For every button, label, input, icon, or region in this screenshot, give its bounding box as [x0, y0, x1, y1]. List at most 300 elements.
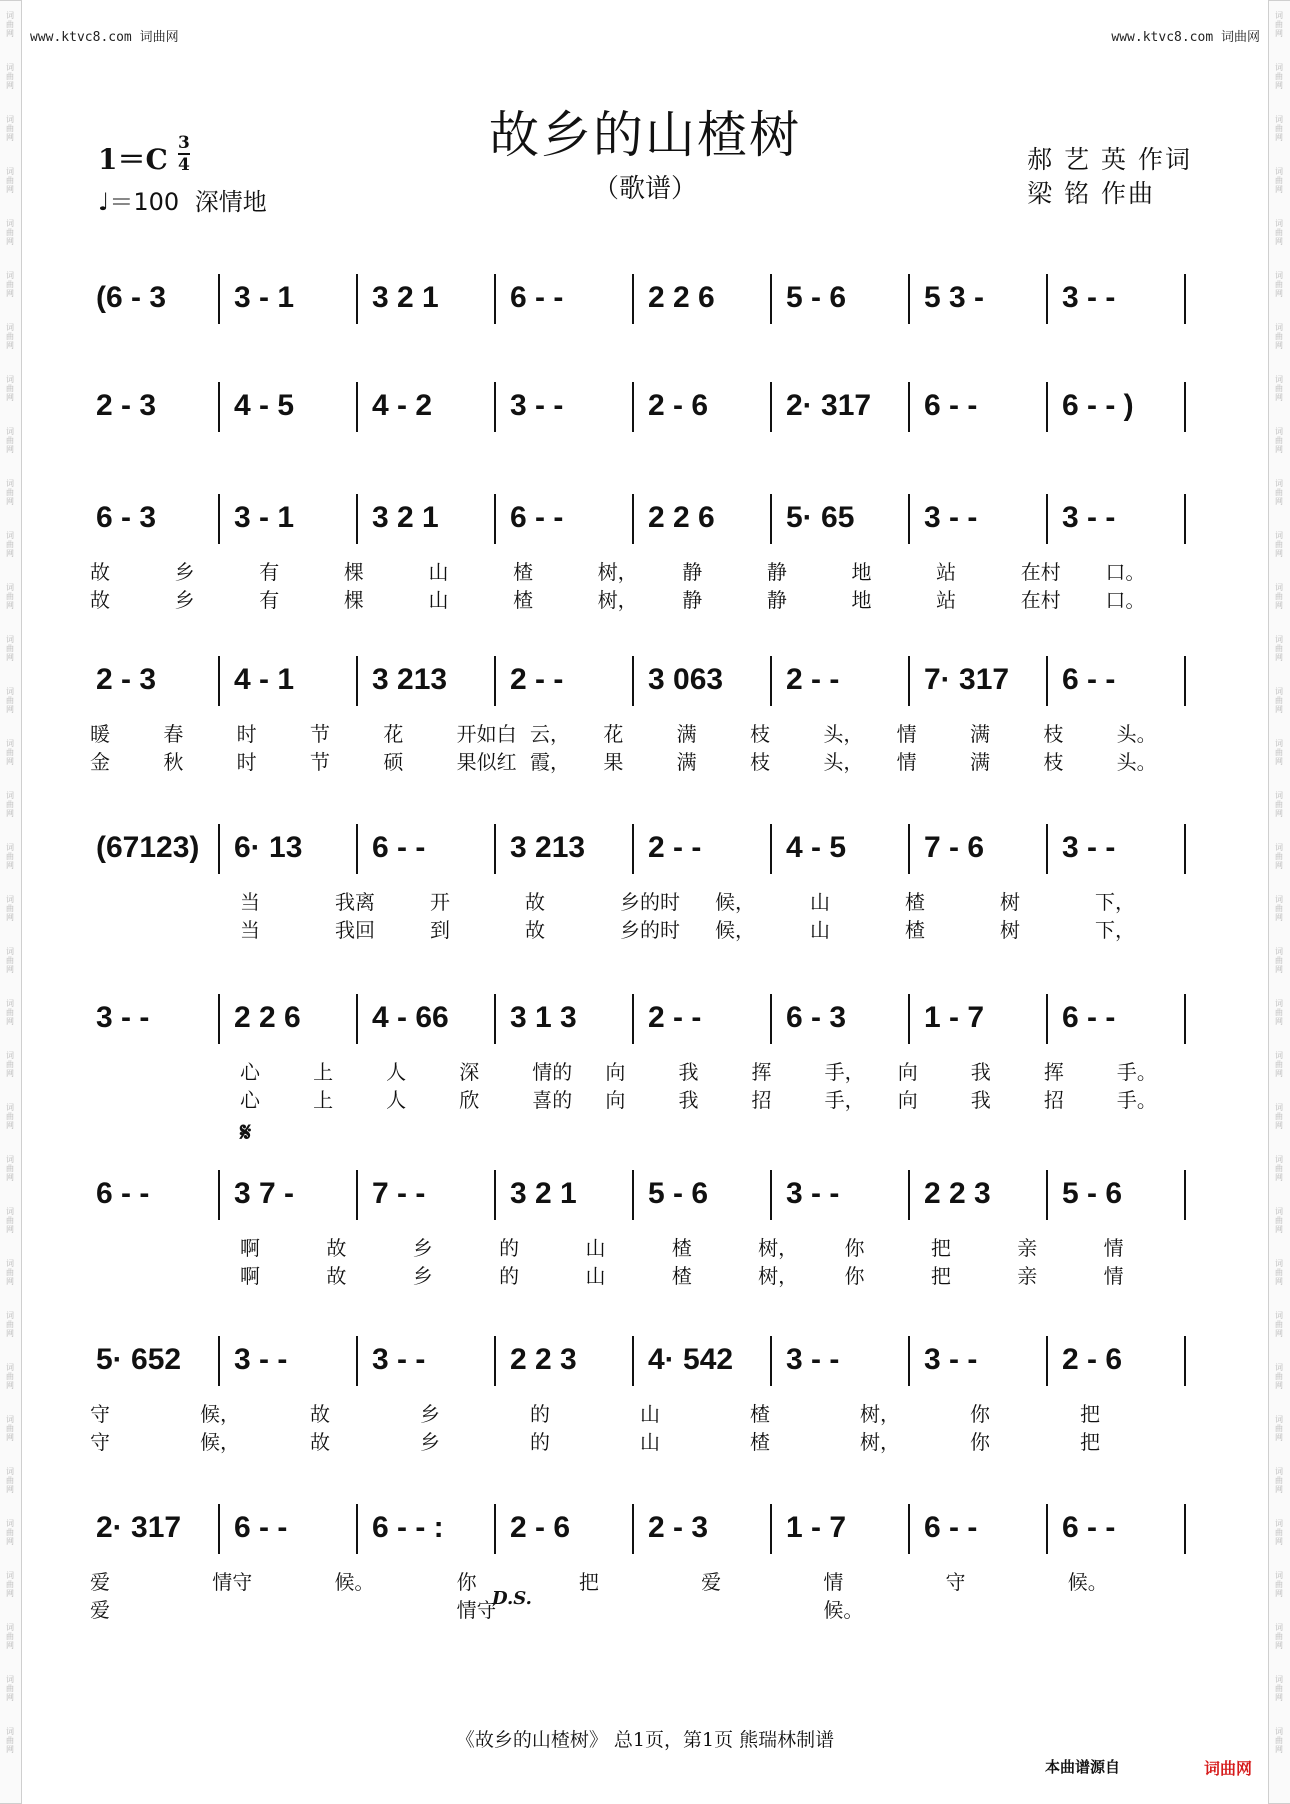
notes-line [90, 386, 1200, 426]
watermark-text: 词曲网 [6, 219, 14, 246]
lyric-word: 我 [678, 1060, 699, 1084]
lyric-word: 在村 [1020, 588, 1061, 612]
barline [632, 1170, 634, 1220]
barline [770, 1336, 772, 1386]
lyric-word: 头， [823, 722, 864, 746]
barline [1184, 1504, 1186, 1554]
measure: 2 2 3 [510, 1343, 577, 1376]
barline [1046, 382, 1048, 432]
measure: 2 2 6 [648, 281, 715, 314]
lyric-word: 头。 [1116, 722, 1157, 746]
watermark-text: 词曲网 [6, 947, 14, 974]
lyric-word: 棵 [343, 560, 364, 584]
watermark-text: 词曲网 [1275, 895, 1283, 922]
barline [1046, 994, 1048, 1044]
lyric-word: 楂 [905, 890, 925, 914]
watermark-text: 词曲网 [1275, 1103, 1283, 1130]
lyric-word: 把 [578, 1570, 599, 1594]
lyric-word: 楂 [905, 918, 925, 942]
watermark-text: 词曲网 [1275, 427, 1283, 454]
measure: 5· 65 [786, 501, 855, 534]
lyric-word: 故 [326, 1264, 347, 1288]
lyric-word: 到 [430, 918, 450, 942]
measure: 3 - 1 [234, 501, 295, 534]
barline [908, 1336, 910, 1386]
watermark-text: 词曲网 [1275, 739, 1283, 766]
barline [632, 656, 634, 706]
barline [1046, 656, 1048, 706]
lyric-word: 金 [90, 750, 110, 774]
lyric-word: 节 [310, 750, 330, 774]
watermark-text: 词曲网 [6, 1103, 14, 1130]
watermark-text: 词曲网 [1275, 1311, 1283, 1338]
measure: 3 2 1 [510, 1177, 577, 1210]
watermark-text: 词曲网 [6, 1051, 14, 1078]
watermark-text: 词曲网 [6, 1571, 14, 1598]
measure: 1 - 7 [786, 1511, 847, 1544]
barline [218, 494, 220, 544]
lyric-word: 山 [640, 1430, 660, 1454]
measure: 3 - - [510, 389, 564, 422]
barline [356, 382, 358, 432]
lyric-word: 故 [525, 918, 545, 942]
lyric-word: 树， [597, 588, 638, 612]
lyric-word: 你 [970, 1402, 990, 1426]
watermark-text: 词曲网 [6, 479, 14, 506]
barline [1184, 1336, 1186, 1386]
notes-line [90, 1174, 1200, 1214]
barline [218, 1170, 220, 1220]
watermark-text: 词曲网 [6, 1415, 14, 1442]
watermark-text: 词曲网 [6, 115, 14, 142]
barline [632, 994, 634, 1044]
lyric-word: 开如白 [456, 722, 517, 746]
measure: 2 - 3 [648, 1511, 709, 1544]
lyric-word: 你 [456, 1570, 477, 1594]
lyric-word: 把 [930, 1236, 951, 1260]
watermark-text: 词曲网 [1275, 479, 1283, 506]
lyric-word: 楂 [671, 1264, 692, 1288]
lyric-word: 的 [530, 1430, 550, 1454]
barline [770, 656, 772, 706]
watermark-text: 词曲网 [6, 1259, 14, 1286]
lyric-word: 当 [240, 890, 260, 914]
barline [770, 494, 772, 544]
lyric-word: 爱 [701, 1570, 722, 1594]
measure: 5· 652 [96, 1343, 182, 1376]
notes-line [90, 498, 1200, 538]
measure: 3 7 - [234, 1177, 295, 1210]
lyric-word: 有 [259, 588, 280, 612]
lyric-word: 节 [310, 722, 330, 746]
barline [356, 274, 358, 324]
measure: 3 1 3 [510, 1001, 577, 1034]
measure: 2 - 3 [96, 663, 157, 696]
lyric-word: 故 [310, 1430, 330, 1454]
measure: 2 - - [648, 1001, 702, 1034]
barline [632, 274, 634, 324]
watermark-text: 词曲网 [6, 323, 14, 350]
measure: 3 - - [786, 1343, 840, 1376]
measure: 6 - - [924, 389, 978, 422]
measure: 7 - - [372, 1177, 426, 1210]
watermark-text: 词曲网 [1275, 843, 1283, 870]
watermark-text: 词曲网 [6, 1363, 14, 1390]
lyric-word: 把 [930, 1264, 951, 1288]
measure: 2 2 6 [648, 501, 715, 534]
barline [494, 656, 496, 706]
lyric-word: 乡 [412, 1236, 433, 1260]
source-label: 本曲谱源自 [1044, 1758, 1120, 1776]
lyric-word: 挥 [751, 1060, 772, 1084]
watermark-text: 词曲网 [6, 687, 14, 714]
lyric-word: 啊 [240, 1236, 260, 1260]
barline [1046, 1336, 1048, 1386]
barline [494, 824, 496, 874]
notes-line [90, 660, 1200, 700]
measure: 3 - - [234, 1343, 288, 1376]
lyric-word: 故 [90, 588, 110, 612]
measure: 2 2 6 [234, 1001, 301, 1034]
lyric-word: 上 [313, 1088, 334, 1112]
watermark-text: 词曲网 [1275, 1467, 1283, 1494]
lyric-word: 向 [605, 1060, 626, 1084]
measure: 4· 542 [648, 1343, 734, 1376]
measure: 6 - - ) [1062, 389, 1134, 422]
lyric-word: 枝 [750, 750, 770, 774]
watermark-text: 词曲网 [1275, 1675, 1283, 1702]
lyric-word: 守 [90, 1402, 110, 1426]
lyric-word: 深 [459, 1060, 480, 1084]
lyric-word: 当 [240, 918, 260, 942]
measure: 5 - 6 [648, 1177, 709, 1210]
barline [218, 382, 220, 432]
measure: 3 063 [648, 663, 724, 696]
lyric-word: 心 [240, 1088, 260, 1112]
lyric-word: 头。 [1116, 750, 1157, 774]
ds-marking: D.S. [492, 1588, 532, 1609]
watermark-text: 词曲网 [6, 375, 14, 402]
barline [770, 274, 772, 324]
barline [356, 1504, 358, 1554]
lyric-word: 静 [682, 588, 703, 612]
barline [632, 382, 634, 432]
lyric-word: 静 [766, 588, 787, 612]
watermark-text: 词曲网 [6, 167, 14, 194]
watermark-text: 词曲网 [6, 1675, 14, 1702]
measure: 5 - 6 [1062, 1177, 1123, 1210]
watermark-text: 词曲网 [1275, 687, 1283, 714]
lyric-word: 乡 [420, 1402, 440, 1426]
lyric-word: 秋 [163, 750, 184, 774]
lyric-word: 的 [530, 1402, 550, 1426]
watermark-text: 词曲网 [1275, 1051, 1283, 1078]
measure: 3 - - [924, 501, 978, 534]
barline [356, 656, 358, 706]
lyric-word: 乡 [174, 588, 195, 612]
barline [494, 1170, 496, 1220]
measure: 6 - 3 [786, 1001, 847, 1034]
barline [1046, 1504, 1048, 1554]
watermark-text: 词曲网 [1275, 1363, 1283, 1390]
lyric-word: 手。 [1116, 1088, 1157, 1112]
barline [908, 994, 910, 1044]
lyric-word: 我 [678, 1088, 699, 1112]
barline [908, 656, 910, 706]
lyric-word: 静 [766, 560, 787, 584]
lyricist-credit: 郝 艺 英 作词 [1027, 145, 1192, 174]
measure: 6 - - [510, 281, 564, 314]
measure: 3 - - [372, 1343, 426, 1376]
lyric-word: 手， [824, 1088, 865, 1112]
barline [908, 382, 910, 432]
left-watermark-strip [0, 0, 22, 1804]
lyric-word: 向 [897, 1088, 918, 1112]
lyric-word: 楂 [750, 1430, 770, 1454]
measure: 3 - - [1062, 281, 1116, 314]
watermark-text: 词曲网 [1275, 1519, 1283, 1546]
measure: 1 - 7 [924, 1001, 985, 1034]
watermark-text: 词曲网 [1275, 11, 1283, 38]
tempo-value: ♩＝100 [98, 188, 180, 216]
lyric-word: 手， [824, 1060, 865, 1084]
notes-line [90, 1340, 1200, 1380]
watermark-text: 词曲网 [6, 1467, 14, 1494]
lyric-word: 的 [499, 1236, 520, 1260]
watermark-text: 词曲网 [1275, 1207, 1283, 1234]
composer-credit: 梁 铭 作曲 [1027, 179, 1156, 208]
site-url-left-text: www.ktvc8.com [30, 30, 132, 45]
notes-line [90, 1508, 1200, 1548]
watermark-text: 词曲网 [1275, 219, 1283, 246]
lyric-word: 故 [326, 1236, 347, 1260]
lyric-word: 满 [676, 722, 697, 746]
barline [632, 824, 634, 874]
barline [1184, 494, 1186, 544]
measure: 2 - 6 [510, 1511, 571, 1544]
barline [770, 382, 772, 432]
lyric-word: 站 [936, 560, 957, 584]
lyric-word: 招 [1043, 1088, 1064, 1112]
credits [1027, 143, 1192, 211]
site-name-left: 词曲网 [139, 30, 179, 45]
lyric-word: 乡的时 [620, 918, 680, 942]
lyric-word: 招 [751, 1088, 772, 1112]
watermark-text: 词曲网 [1275, 1155, 1283, 1182]
measure: 6 - - [1062, 663, 1116, 696]
watermark-text: 词曲网 [1275, 583, 1283, 610]
lyric-word: 守 [945, 1570, 966, 1594]
measure: 3 - - [1062, 831, 1116, 864]
watermark-text: 词曲网 [6, 1727, 14, 1754]
barline [770, 1170, 772, 1220]
watermark-text: 词曲网 [1275, 1727, 1283, 1754]
notes-line [90, 998, 1200, 1038]
lyric-word: 向 [897, 1060, 918, 1084]
lyric-word: 情 [1103, 1264, 1124, 1288]
lyric-word: 山 [585, 1236, 606, 1260]
measure: 6 - - [234, 1511, 288, 1544]
measure: 2 2 3 [924, 1177, 991, 1210]
lyric-word: 树， [860, 1430, 900, 1454]
barline [218, 994, 220, 1044]
lyric-word: 满 [970, 750, 990, 774]
lyric-word: 树 [1000, 918, 1020, 942]
lyric-word: 喜的 [532, 1088, 573, 1112]
watermark-text: 词曲网 [6, 739, 14, 766]
lyric-word: 花 [383, 722, 404, 746]
watermark-text: 词曲网 [1275, 635, 1283, 662]
lyric-word: 树， [860, 1402, 900, 1426]
lyric-word: 欣 [459, 1088, 480, 1112]
lyric-word: 树， [597, 560, 638, 584]
measure: 3 2 1 [372, 281, 439, 314]
watermark-text: 词曲网 [6, 63, 14, 90]
lyric-word: 你 [970, 1430, 990, 1454]
watermark-text: 词曲网 [6, 791, 14, 818]
lyric-word: 候。 [1067, 1570, 1108, 1594]
lyric-word: 我离 [335, 890, 375, 914]
barline [218, 824, 220, 874]
lyric-word: 楂 [750, 1402, 770, 1426]
lyric-word: 把 [1080, 1430, 1100, 1454]
lyric-word: 挥 [1043, 1060, 1064, 1084]
watermark-text: 词曲网 [1275, 167, 1283, 194]
lyric-word: 静 [682, 560, 703, 584]
measure: 2· 317 [786, 389, 872, 422]
lyric-word: 的 [499, 1264, 520, 1288]
expression-marking: 深情地 [194, 188, 267, 216]
barline [770, 994, 772, 1044]
lyric-word: 向 [605, 1088, 626, 1112]
barline [494, 494, 496, 544]
lyric-word: 口。 [1105, 560, 1146, 584]
lyric-word: 手。 [1116, 1060, 1157, 1084]
lyric-word: 亲 [1017, 1264, 1038, 1288]
watermark-text: 词曲网 [6, 999, 14, 1026]
song-title: 故乡的山楂树 [489, 106, 801, 164]
barline [356, 1170, 358, 1220]
watermark-text: 词曲网 [6, 531, 14, 558]
measure: 6 - - [372, 831, 426, 864]
barline [908, 1170, 910, 1220]
measure: 2 - - [510, 663, 564, 696]
measure: 3 - - [924, 1343, 978, 1376]
lyric-word: 满 [676, 750, 697, 774]
barline [356, 1336, 358, 1386]
lyric-word: 候， [715, 890, 755, 914]
barline [1184, 994, 1186, 1044]
watermark-text: 词曲网 [6, 1519, 14, 1546]
lyric-word: 下， [1095, 890, 1135, 914]
site-name-right: 词曲网 [1220, 30, 1260, 45]
barline [908, 1504, 910, 1554]
lyric-word: 情 [896, 722, 917, 746]
watermark-text: 词曲网 [1275, 375, 1283, 402]
watermark-text: 词曲网 [6, 583, 14, 610]
lyric-word: 乡的时 [620, 890, 680, 914]
watermark-text: 词曲网 [1275, 791, 1283, 818]
barline [1184, 274, 1186, 324]
lyric-word: 春 [163, 722, 184, 746]
lyric-word: 山 [428, 588, 449, 612]
lyric-word: 地 [851, 560, 872, 584]
lyric-word: 你 [844, 1236, 865, 1260]
lyric-word: 有 [259, 560, 280, 584]
measure: (67123) [96, 831, 200, 864]
measure: 6 - - [924, 1511, 978, 1544]
barline [1184, 656, 1186, 706]
lyric-word: 枝 [1043, 722, 1064, 746]
time-signature-top: 3 [178, 133, 190, 153]
barline [356, 494, 358, 544]
lyric-word: 你 [844, 1264, 865, 1288]
lyric-word: 情 [823, 1570, 844, 1594]
lyric-word: 树， [758, 1264, 799, 1288]
site-url-left [30, 26, 179, 45]
barline [908, 494, 910, 544]
measure: 2 - 6 [648, 389, 709, 422]
barline [494, 1336, 496, 1386]
measure: 3 - 1 [234, 281, 295, 314]
lyric-word: 人 [386, 1088, 407, 1112]
site-url-right [1111, 26, 1260, 45]
lyric-word: 果 [603, 750, 624, 774]
measure: 3 - - [96, 1001, 150, 1034]
measure: 6 - - : [372, 1511, 444, 1544]
lyric-word: 站 [936, 588, 957, 612]
lyric-word: 情守 [456, 1598, 497, 1622]
lyric-word: 人 [386, 1060, 407, 1084]
lyric-word: 故 [525, 890, 545, 914]
lyric-word: 山 [810, 918, 830, 942]
measure: 6 - - [1062, 1511, 1116, 1544]
lyric-word: 候。 [823, 1598, 864, 1622]
footer-text: 《故乡的山楂树》 总1页，第1页 熊瑞林制谱 [455, 1729, 835, 1751]
measure: 2 - - [786, 663, 840, 696]
lyric-word: 枝 [750, 722, 770, 746]
lyric-word: 花 [603, 722, 624, 746]
barline [632, 1504, 634, 1554]
barline [1046, 494, 1048, 544]
barline [908, 274, 910, 324]
measure: 7· 317 [924, 663, 1010, 696]
lyric-word: 候， [200, 1430, 240, 1454]
lyric-word: 地 [851, 588, 872, 612]
site-url-right-text: www.ktvc8.com [1111, 30, 1214, 45]
watermark-text: 词曲网 [1275, 1623, 1283, 1650]
lyric-word: 楂 [671, 1236, 692, 1260]
lyric-word: 乡 [412, 1264, 433, 1288]
lyric-word: 硕 [383, 750, 404, 774]
measure: 2 - 6 [1062, 1343, 1123, 1376]
key-signature: 1＝C [98, 143, 168, 176]
lyric-word: 山 [428, 560, 449, 584]
barline [218, 656, 220, 706]
barline [1046, 824, 1048, 874]
measure: (6 - 3 [96, 281, 167, 314]
watermark-text: 词曲网 [1275, 1571, 1283, 1598]
watermark-text: 词曲网 [6, 1623, 14, 1650]
measure: 4 - 2 [372, 389, 433, 422]
barline [1046, 1170, 1048, 1220]
lyric-word: 故 [90, 560, 110, 584]
lyric-word: 果似红 [456, 750, 517, 774]
measure: 2· 317 [96, 1511, 182, 1544]
barline [218, 1336, 220, 1386]
measure: 3 213 [372, 663, 448, 696]
segno-mark: 𝄋 [240, 1118, 252, 1148]
